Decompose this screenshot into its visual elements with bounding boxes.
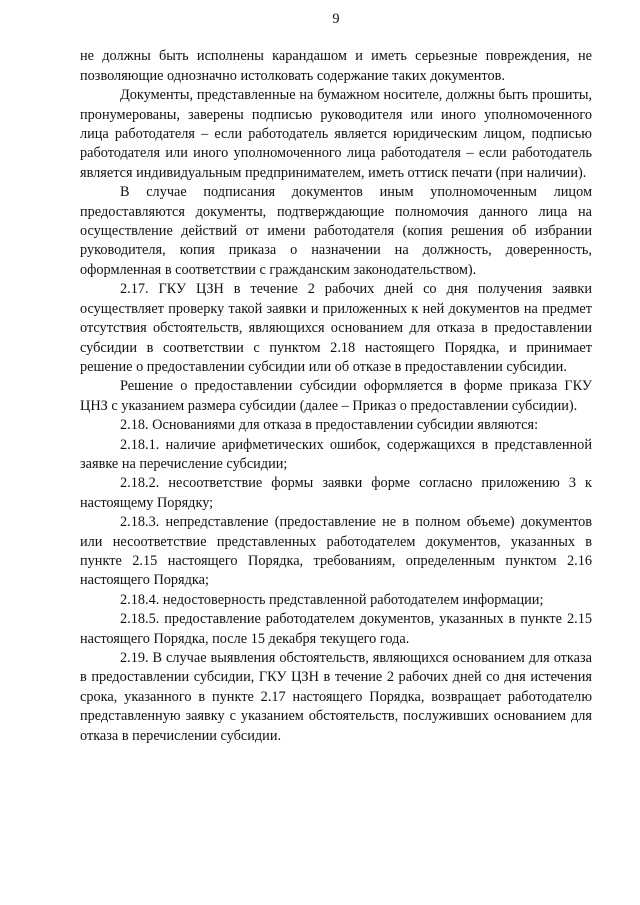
- paragraph-2-18-2: 2.18.2. несоответствие формы заявки форме согласно приложению 3 к настоящему Порядку;: [80, 475, 592, 511]
- paragraph-authorized-person: В случае подписания документов иным уполномоченным лицом предоставляются документы, подтверждающие полномочия данного лица на осуществление действий от имени работодателя (копия решения об избрании руководителя, копия приказа о назначении на должность, доверенность, оформленная в соответствии с гражданским законодательством).: [80, 184, 592, 278]
- paragraph-2-18-5: 2.18.5. предоставление работодателем документов, указанных в пункте 2.15 настоящего Порядка, после 15 декабря текущего года.: [80, 611, 592, 647]
- paragraph-decision: Решение о предоставлении субсидии оформляется в форме приказа ГКУ ЦНЗ с указанием размера субсидии (далее – Приказ о предоставлении субсидии).: [80, 378, 592, 414]
- paragraph-2-18-4: 2.18.4. недостоверность представленной работодателем информации;: [120, 591, 544, 608]
- paragraph-2-17: 2.17. ГКУ ЦЗН в течение 2 рабочих дней со дня получения заявки осуществляет проверку такой заявки и приложенных к ней документов на предмет отсутствия обстоятельств, являющихся основанием для отказа в предоставлении субсидии в соответствии с пунктом 2.18 настоящего Порядка, и принимает решение о предоставлении субсидии или об отказе в предоставлении субсидии.: [80, 281, 592, 375]
- paragraph-2-18-3: 2.18.3. непредставление (предоставление не в полном объеме) документов или несоответствие представленных работодателем документов, указанных в пункте 2.15 настоящего Порядка, требованиям, определенным пунктом 2.16 настоящего Порядка;: [80, 514, 592, 589]
- page-number: 9: [332, 11, 340, 27]
- paragraph-2-18: 2.18. Основаниями для отказа в предоставлении субсидии являются:: [120, 417, 539, 434]
- paragraph-2-18-1: 2.18.1. наличие арифметических ошибок, содержащихся в представленной заявке на перечисление субсидии;: [80, 436, 592, 472]
- document-body: [80, 47, 592, 746]
- paragraph-continuation: не должны быть исполнены карандашом и иметь серьезные повреждения, не позволяющие однозначно истолковать содержание таких документов.: [80, 48, 592, 84]
- paragraph-documents-paper: Документы, представленные на бумажном носителе, должны быть прошиты, пронумерованы, заверены подписью руководителя или иного уполномоченного лица работодателя – если работодатель является юридическим лицом, подписью работодателя или иного уполномоченного лица работодателя – если работодатель является индивидуальным предпринимателем, иметь оттиск печати (при наличии).: [80, 87, 592, 181]
- paragraph-2-19: 2.19. В случае выявления обстоятельств, являющихся основанием для отказа в предоставлении субсидии, ГКУ ЦЗН в течение 2 рабочих дней со дня истечения срока, указанного в пункте 2.17 настоящего Порядка, возвращает работодателю представленную заявку с указанием обстоятельств, послуживших основанием для отказа в перечислении субсидии.: [80, 650, 592, 744]
